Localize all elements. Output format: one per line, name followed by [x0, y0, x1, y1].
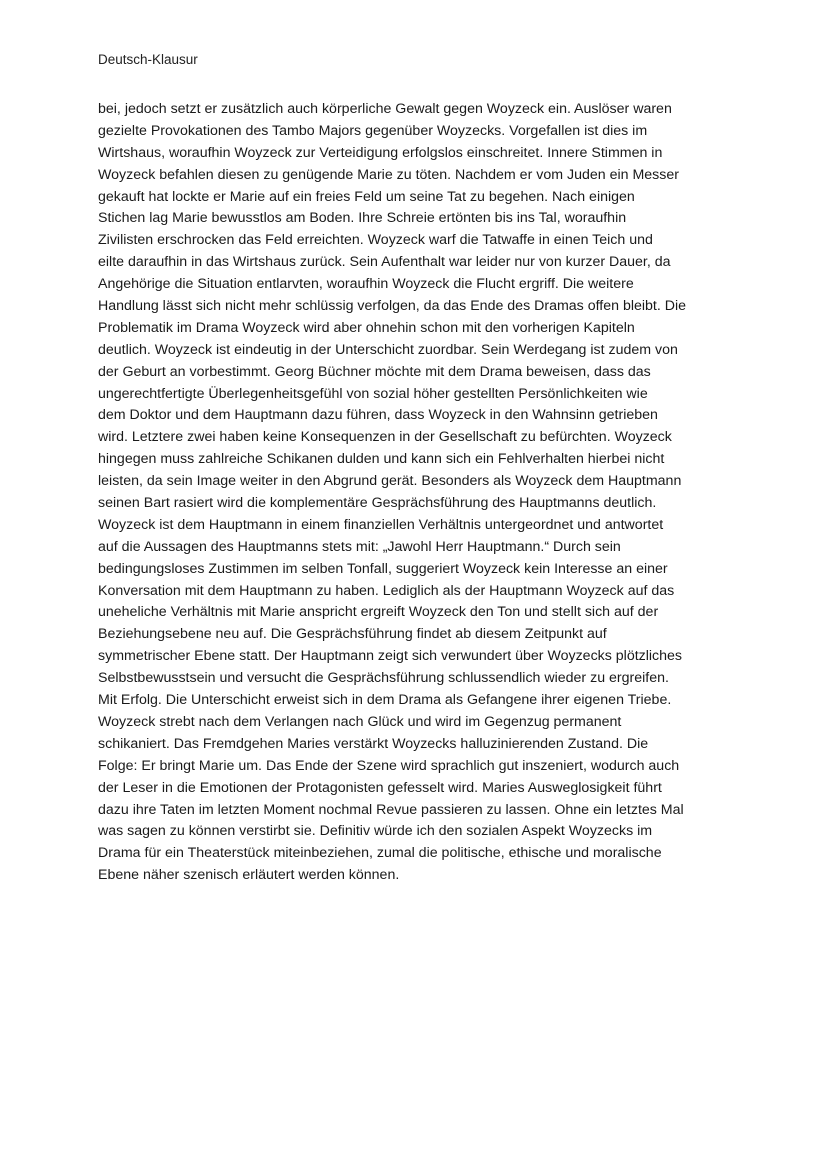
text-line: schikaniert. Das Fremdgehen Maries verstärkt Woyzecks halluzinierenden Zustand. Die	[98, 735, 649, 752]
text-line: uneheliche Verhältnis mit Marie anspricht ergreift Woyzeck den Ton und stellt sich auf der	[98, 604, 659, 621]
text-line: Beziehungsebene neu auf. Die Gesprächsführung findet ab diesem Zeitpunkt auf	[98, 626, 607, 643]
text-line: Woyzeck befahlen diesen zu genügende Marie zu töten. Nachdem er vom Juden ein Messer	[98, 166, 679, 183]
text-line: Woyzeck strebt nach dem Verlangen nach Glück und wird im Gegenzug permanent	[98, 713, 622, 730]
text-line: Drama für ein Theaterstück miteinbeziehen, zumal die politische, ethische und moralische	[98, 845, 662, 862]
text-line: Mit Erfolg. Die Unterschicht erweist sich in dem Drama als Gefangene ihrer eigenen Triebe.	[98, 692, 672, 709]
text-line: eilte daraufhin in das Wirtshaus zurück. Sein Aufenthalt war leider nur von kurzer Dauer, da	[98, 254, 671, 271]
text-line: Handlung lässt sich nicht mehr schlüssig verfolgen, da das Ende des Dramas offen bleibt. Die	[98, 298, 687, 315]
text-line: bedingungsloses Zustimmen im selben Tonfall, suggeriert Woyzeck kein Interesse an einer	[98, 560, 668, 577]
text-line: seinen Bart rasiert wird die komplementäre Gesprächsführung des Hauptmanns deutlich.	[98, 495, 657, 512]
text-line: ungerechtfertigte Überlegenheitsgefühl von sozial höher gestellten Persönlichkeiten wie	[98, 385, 648, 402]
text-line: Wirtshaus, woraufhin Woyzeck zur Verteidigung erfolgslos einschreitet. Innere Stimmen in	[98, 144, 663, 161]
text-line: Konversation mit dem Hauptmann zu haben. Lediglich als der Hauptmann Woyzeck auf das	[98, 582, 675, 599]
text-line: Folge: Er bringt Marie um. Das Ende der Szene wird sprachlich gut inszeniert, wodurch auch	[98, 757, 680, 774]
text-line: gekauft hat lockte er Marie auf ein freies Feld um seine Tat zu begehen. Nach einigen	[98, 188, 635, 205]
text-line: dazu ihre Taten im letzten Moment nochmal Revue passieren zu lassen. Ohne ein letztes Mal	[98, 801, 684, 818]
text-line: deutlich. Woyzeck ist eindeutig in der Unterschicht zuordbar. Sein Werdegang ist zudem von	[98, 341, 678, 358]
text-line: wird. Letztere zwei haben keine Konsequenzen in der Gesellschaft zu befürchten. Woyzeck	[98, 429, 672, 446]
text-line: der Geburt an vorbestimmt. Georg Büchner möchte mit dem Drama beweisen, dass das	[98, 363, 651, 380]
text-line: Ebene näher szenisch erläutert werden können.	[98, 867, 400, 884]
text-line: der Leser in die Emotionen der Protagonisten gefesselt wird. Maries Ausweglosigkeit führt	[98, 779, 662, 796]
page-header: Deutsch-Klausur	[98, 52, 198, 67]
text-line: leisten, da sein Image weiter in den Abgrund gerät. Besonders als Woyzeck dem Hauptmann	[98, 473, 682, 490]
text-line: dem Doktor und dem Hauptmann dazu führen, dass Woyzeck in den Wahnsinn getrieben	[98, 407, 658, 424]
text-line: hingegen muss zahlreiche Schikanen dulden und kann sich ein Fehlverhalten hierbei nicht	[98, 451, 665, 468]
text-line: Zivilisten erschrocken das Feld erreichten. Woyzeck warf die Tatwaffe in einen Teich und	[98, 232, 653, 249]
text-line: was sagen zu können verstirbt sie. Definitiv würde ich den sozialen Aspekt Woyzecks im	[98, 823, 653, 840]
text-line: Angehörige die Situation entlarvten, woraufhin Woyzeck die Flucht ergriff. Die weitere	[98, 276, 634, 293]
text-line: auf die Aussagen des Hauptmanns stets mit: „Jawohl Herr Hauptmann.“ Durch sein	[98, 538, 621, 555]
essay-body	[98, 99, 738, 887]
text-line: Woyzeck ist dem Hauptmann in einem finanziellen Verhältnis untergeordnet und antwortet	[98, 516, 664, 533]
text-line: Problematik im Drama Woyzeck wird aber ohnehin schon mit den vorherigen Kapiteln	[98, 319, 635, 336]
text-line: bei, jedoch setzt er zusätzlich auch körperliche Gewalt gegen Woyzeck ein. Auslöser waren	[98, 101, 672, 117]
text-line: Selbstbewusstsein und versucht die Gesprächsführung schlussendlich wieder zu ergreifen.	[98, 670, 669, 687]
text-line: gezielte Provokationen des Tambo Majors gegenüber Woyzecks. Vorgefallen ist dies im	[98, 122, 648, 139]
text-line: Stichen lag Marie bewusstlos am Boden. Ihre Schreie ertönten bis ins Tal, woraufhin	[98, 210, 627, 227]
text-line: symmetrischer Ebene statt. Der Hauptmann zeigt sich verwundert über Woyzecks plötzliches	[98, 648, 683, 665]
